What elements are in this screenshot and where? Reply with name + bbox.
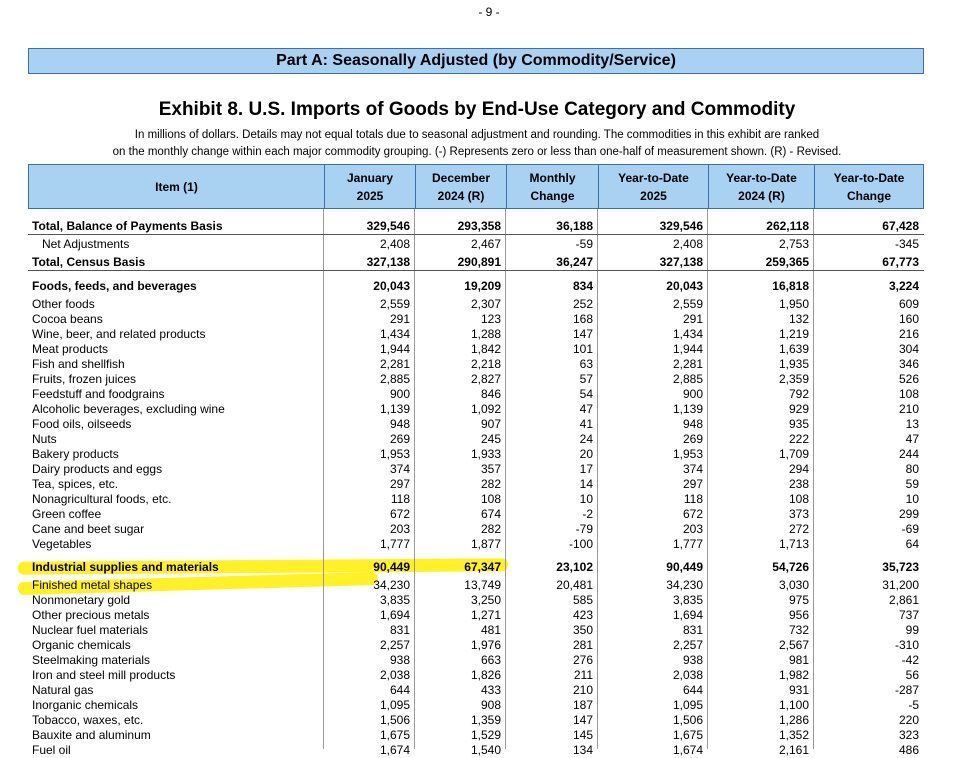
row-value: 20,043 — [373, 279, 410, 293]
row-value: 99 — [905, 623, 919, 637]
row-value: 1,950 — [778, 297, 809, 311]
row-value: 20,043 — [666, 279, 703, 293]
row-value: 1,639 — [778, 342, 809, 356]
table-row — [28, 492, 924, 507]
column-header-monthly-change — [506, 165, 598, 208]
row-value: 13,749 — [464, 578, 501, 592]
row-value: 34,230 — [373, 578, 410, 592]
row-value: 2,038 — [672, 668, 703, 682]
row-value: 644 — [389, 683, 410, 697]
row-value: -5 — [908, 698, 919, 712]
row-value: 299 — [898, 507, 919, 521]
column-header-line1: Year-to-Date — [618, 170, 689, 185]
row-value: 1,434 — [672, 327, 703, 341]
row-value: 834 — [572, 279, 593, 293]
row-value: -310 — [894, 638, 919, 652]
column-header-december-2024 — [415, 165, 506, 208]
row-value: 1,953 — [379, 447, 410, 461]
row-value: 908 — [480, 698, 501, 712]
row-value: 948 — [682, 417, 703, 431]
column-header-line1: December — [431, 170, 491, 185]
row-value: 674 — [480, 507, 501, 521]
row-value: 108 — [480, 492, 501, 506]
row-label: Fuel oil — [32, 743, 71, 757]
row-value: 2,861 — [888, 593, 919, 607]
row-value: 63 — [579, 357, 593, 371]
row-value: 2,257 — [672, 638, 703, 652]
table-row — [28, 668, 924, 683]
row-value: 35,723 — [882, 560, 919, 574]
row-value: 1,777 — [379, 537, 410, 551]
row-label: Nonmonetary gold — [32, 593, 131, 607]
row-value: 297 — [682, 477, 703, 491]
row-value: 2,408 — [672, 237, 703, 251]
row-value: 3,224 — [888, 279, 919, 293]
row-value: 90,449 — [666, 560, 703, 574]
row-value: 1,694 — [672, 608, 703, 622]
row-value: 269 — [682, 432, 703, 446]
table-row — [28, 417, 924, 432]
row-value: 1,694 — [379, 608, 410, 622]
row-label: Cocoa beans — [32, 312, 103, 326]
column-header-line1: Item (1) — [155, 179, 198, 194]
table-row — [28, 387, 924, 402]
row-value: 10 — [905, 492, 919, 506]
row-value: 262,118 — [766, 219, 809, 233]
row-label: Total, Balance of Payments Basis — [32, 219, 223, 233]
row-value: 1,100 — [778, 698, 809, 712]
row-label: Tobacco, waxes, etc. — [32, 713, 144, 727]
row-value: 423 — [572, 608, 593, 622]
row-value: 145 — [572, 728, 593, 742]
row-value: 374 — [682, 462, 703, 476]
table-row — [28, 653, 924, 668]
row-value: 1,674 — [672, 743, 703, 757]
table-row — [28, 683, 924, 698]
row-value: 31,200 — [882, 578, 919, 592]
row-label: Wine, beer, and related products — [32, 327, 206, 341]
row-value: 282 — [480, 522, 501, 536]
row-value: 3,250 — [470, 593, 501, 607]
column-header-item — [29, 165, 324, 208]
table-row — [28, 372, 924, 387]
row-value: 101 — [572, 342, 593, 356]
row-value: 2,257 — [379, 638, 410, 652]
row-value: 792 — [788, 387, 809, 401]
column-header-january-2025 — [324, 165, 415, 208]
row-value: 2,359 — [778, 372, 809, 386]
column-header-line2: Change — [846, 188, 891, 203]
column-header-ytd-2024 — [708, 165, 814, 208]
row-value: 956 — [788, 608, 809, 622]
row-value: 1,219 — [778, 327, 809, 341]
row-value: 3,835 — [672, 593, 703, 607]
row-value: 1,675 — [379, 728, 410, 742]
row-value: 374 — [389, 462, 410, 476]
row-value: 433 — [480, 683, 501, 697]
row-value: 737 — [898, 608, 919, 622]
row-value: 294 — [788, 462, 809, 476]
table-row — [28, 327, 924, 342]
row-value: 2,467 — [470, 237, 501, 251]
row-value: 846 — [480, 387, 501, 401]
row-value: 36,188 — [556, 219, 593, 233]
row-value: 2,161 — [778, 743, 809, 757]
row-label: Dairy products and eggs — [32, 462, 163, 476]
row-value: 1,944 — [672, 342, 703, 356]
row-value: 329,546 — [366, 219, 410, 233]
row-value: 732 — [788, 623, 809, 637]
row-value: 1,139 — [379, 402, 410, 416]
row-value: 3,030 — [778, 578, 809, 592]
table-row — [28, 728, 924, 743]
column-header-ytd-2025 — [598, 165, 708, 208]
table-row — [28, 402, 924, 417]
row-value: 67,347 — [464, 560, 501, 574]
table-row — [28, 312, 924, 327]
row-value: 67,773 — [882, 255, 919, 269]
row-label: Feedstuff and foodgrains — [32, 387, 165, 401]
row-value: 350 — [572, 623, 593, 637]
row-value: -287 — [894, 683, 919, 697]
row-value: 1,935 — [778, 357, 809, 371]
table-row — [28, 237, 924, 252]
row-label: Industrial supplies and materials — [32, 560, 219, 574]
row-value: 2,281 — [672, 357, 703, 371]
column-header-line1: Year-to-Date — [726, 170, 797, 185]
row-value: 1,842 — [470, 342, 501, 356]
row-label: Tea, spices, etc. — [32, 477, 119, 491]
table-row — [28, 447, 924, 462]
row-value: 2,559 — [672, 297, 703, 311]
row-value: 291 — [682, 312, 703, 326]
row-value: 672 — [682, 507, 703, 521]
row-label: Finished metal shapes — [32, 578, 153, 592]
row-value: 90,449 — [373, 560, 410, 574]
row-value: -42 — [901, 653, 919, 667]
subtitle-line-1: In millions of dollars. Details may not equal totals due to seasonal adjustment and rounding. The commodities in this exhibit are ranked — [134, 129, 820, 141]
row-label: Fish and shellfish — [32, 357, 125, 371]
row-value: 259,365 — [765, 255, 809, 269]
row-label: Bauxite and aluminum — [32, 728, 151, 742]
row-value: 644 — [682, 683, 703, 697]
row-value: 222 — [788, 432, 809, 446]
row-value: 327,138 — [659, 255, 703, 269]
row-value: 486 — [898, 743, 919, 757]
row-value: 244 — [898, 447, 919, 461]
row-value: 13 — [905, 417, 919, 431]
row-value: 935 — [788, 417, 809, 431]
row-value: 24 — [579, 432, 593, 446]
row-value: 36,247 — [556, 255, 593, 269]
row-label: Net Adjustments — [42, 237, 130, 251]
row-value: 1,286 — [778, 713, 809, 727]
column-header-line1: January — [346, 170, 394, 185]
page-number: - 9 - — [478, 5, 500, 19]
table-header — [28, 164, 924, 209]
row-value: 1,933 — [470, 447, 501, 461]
column-header-line2: 2025 — [640, 188, 667, 203]
row-value: 1,877 — [470, 537, 501, 551]
row-value: 907 — [480, 417, 501, 431]
column-header-ytd-change — [814, 165, 923, 208]
row-value: 1,529 — [470, 728, 501, 742]
row-value: 210 — [572, 683, 593, 697]
row-value: 609 — [898, 297, 919, 311]
table-row — [28, 507, 924, 522]
row-label: Nuts — [32, 432, 57, 446]
row-value: 297 — [389, 477, 410, 491]
row-value: 981 — [788, 653, 809, 667]
row-value: 1,982 — [778, 668, 809, 682]
row-value: 132 — [788, 312, 809, 326]
row-label: Nuclear fuel materials — [32, 623, 149, 637]
row-label: Nonagricultural foods, etc. — [32, 492, 172, 506]
row-value: 929 — [788, 402, 809, 416]
row-value: -345 — [894, 237, 919, 251]
table-row — [28, 432, 924, 447]
row-value: 20 — [579, 447, 593, 461]
row-value: 17 — [579, 462, 593, 476]
row-value: 2,408 — [379, 237, 410, 251]
row-value: 252 — [572, 297, 593, 311]
row-value: 2,567 — [778, 638, 809, 652]
row-value: 211 — [573, 668, 593, 682]
row-value: 1,288 — [470, 327, 501, 341]
row-value: 1,506 — [672, 713, 703, 727]
table-row — [28, 255, 924, 271]
column-header-line2: 2025 — [356, 188, 384, 203]
row-label: Organic chemicals — [32, 638, 131, 652]
row-value: 585 — [572, 593, 593, 607]
row-value: 2,753 — [778, 237, 809, 251]
table-row — [28, 560, 924, 575]
row-label: Fruits, frozen juices — [32, 372, 137, 386]
table-row — [28, 462, 924, 477]
table-row — [28, 522, 924, 537]
row-label: Steelmaking materials — [32, 653, 151, 667]
row-value: 147 — [572, 327, 593, 341]
row-value: 373 — [788, 507, 809, 521]
row-value: 1,953 — [672, 447, 703, 461]
row-value: 20,481 — [556, 578, 593, 592]
row-value: 938 — [389, 653, 410, 667]
row-value: 108 — [898, 387, 919, 401]
row-value: 900 — [682, 387, 703, 401]
table-row — [28, 279, 924, 294]
row-value: 54 — [579, 387, 593, 401]
row-value: 672 — [389, 507, 410, 521]
row-value: 67,428 — [882, 219, 919, 233]
table-row — [28, 638, 924, 653]
table-row — [28, 593, 924, 608]
data-table — [28, 209, 924, 757]
row-value: 134 — [572, 743, 593, 757]
row-value: 975 — [788, 593, 809, 607]
row-value: 80 — [905, 462, 919, 476]
row-value: 1,675 — [672, 728, 703, 742]
row-label: Alcoholic beverages, excluding wine — [32, 402, 225, 416]
row-value: 41 — [579, 417, 593, 431]
table-row — [28, 698, 924, 713]
row-value: 14 — [579, 477, 593, 491]
row-value: 123 — [480, 312, 501, 326]
row-value: 1,709 — [778, 447, 809, 461]
row-value: 2,218 — [470, 357, 501, 371]
row-value: 938 — [682, 653, 703, 667]
row-value: 272 — [788, 522, 809, 536]
row-value: 831 — [682, 623, 703, 637]
row-value: 245 — [480, 432, 501, 446]
table-row — [28, 219, 924, 235]
row-value: 16,818 — [772, 279, 809, 293]
row-value: 1,540 — [470, 743, 501, 757]
row-value: 238 — [788, 477, 809, 491]
row-value: 1,826 — [470, 668, 501, 682]
row-value: 269 — [389, 432, 410, 446]
part-banner: Part A: Seasonally Adjusted (by Commodity/Service) — [28, 48, 924, 74]
row-value: 1,352 — [778, 728, 809, 742]
row-value: 203 — [682, 522, 703, 536]
row-value: 281 — [572, 638, 593, 652]
row-value: 59 — [905, 477, 919, 491]
row-value: 118 — [390, 492, 410, 506]
row-value: 118 — [683, 492, 703, 506]
row-value: 1,095 — [379, 698, 410, 712]
table-row — [28, 477, 924, 492]
column-header-line1: Monthly — [529, 170, 576, 185]
row-value: 900 — [389, 387, 410, 401]
row-value: 276 — [572, 653, 593, 667]
row-value: 1,139 — [672, 402, 703, 416]
row-value: 19,209 — [464, 279, 501, 293]
row-value: -100 — [568, 537, 593, 551]
row-value: 2,307 — [470, 297, 501, 311]
column-header-line2: 2024 (R) — [738, 188, 785, 203]
row-value: 329,546 — [659, 219, 703, 233]
row-value: 47 — [905, 432, 919, 446]
row-value: 216 — [898, 327, 919, 341]
column-header-line2: 2024 (R) — [437, 188, 485, 203]
table-row — [28, 623, 924, 638]
row-label: Foods, feeds, and beverages — [32, 279, 197, 293]
row-value: 1,674 — [379, 743, 410, 757]
row-value: 160 — [898, 312, 919, 326]
row-value: 526 — [898, 372, 919, 386]
row-value: -59 — [575, 237, 593, 251]
row-value: 293,358 — [457, 219, 501, 233]
row-label: Iron and steel mill products — [32, 668, 176, 682]
row-label: Bakery products — [32, 447, 119, 461]
row-value: 1,359 — [470, 713, 501, 727]
row-value: 931 — [788, 683, 809, 697]
table-row — [28, 342, 924, 357]
row-value: 2,885 — [672, 372, 703, 386]
row-value: 57 — [579, 372, 593, 386]
table-row — [28, 608, 924, 623]
row-label: Meat products — [32, 342, 109, 356]
subtitle-line-2: on the monthly change within each major commodity grouping. (-) Represents zero or less than one-half of measurement shown. (R) - Revised. — [112, 146, 842, 158]
row-value: 2,038 — [379, 668, 410, 682]
row-value: 1,777 — [672, 537, 703, 551]
row-value: 210 — [898, 402, 919, 416]
row-value: 34,230 — [666, 578, 703, 592]
table-row — [28, 297, 924, 312]
row-value: 346 — [898, 357, 919, 371]
row-value: 1,944 — [379, 342, 410, 356]
row-value: -69 — [901, 522, 919, 536]
row-value: 2,281 — [379, 357, 410, 371]
row-value: 290,891 — [457, 255, 501, 269]
table-row — [28, 713, 924, 728]
row-value: 323 — [898, 728, 919, 742]
row-value: 64 — [905, 537, 919, 551]
row-value: 1,713 — [778, 537, 809, 551]
row-value: 1,095 — [672, 698, 703, 712]
row-value: 291 — [389, 312, 410, 326]
row-value: 327,138 — [366, 255, 410, 269]
row-value: 481 — [480, 623, 501, 637]
row-value: 663 — [480, 653, 501, 667]
table-row — [28, 578, 924, 593]
row-value: 2,885 — [379, 372, 410, 386]
column-header-line1: Year-to-Date — [833, 170, 905, 185]
row-value: 187 — [572, 698, 593, 712]
row-value: 1,976 — [470, 638, 501, 652]
row-label: Natural gas — [32, 683, 94, 697]
row-value: 1,092 — [470, 402, 501, 416]
row-label: Other foods — [32, 297, 95, 311]
row-value: 282 — [480, 477, 501, 491]
row-value: 108 — [788, 492, 809, 506]
row-value: -2 — [582, 507, 593, 521]
row-value: 3,835 — [379, 593, 410, 607]
row-value: 220 — [898, 713, 919, 727]
row-label: Inorganic chemicals — [32, 698, 139, 712]
row-value: 2,827 — [470, 372, 501, 386]
row-value: 56 — [905, 668, 919, 682]
table-row — [28, 743, 924, 758]
table-row — [28, 537, 924, 552]
row-value: 1,271 — [470, 608, 501, 622]
row-value: 47 — [579, 402, 593, 416]
row-value: 831 — [389, 623, 410, 637]
row-value: 1,434 — [379, 327, 410, 341]
row-value: 357 — [480, 462, 501, 476]
row-label: Cane and beet sugar — [32, 522, 145, 536]
column-header-line2: Change — [530, 188, 575, 203]
row-value: 168 — [572, 312, 593, 326]
row-value: 1,506 — [379, 713, 410, 727]
row-value: 948 — [389, 417, 410, 431]
row-label: Total, Census Basis — [32, 255, 146, 269]
row-value: 147 — [572, 713, 593, 727]
row-value: 203 — [389, 522, 410, 536]
row-label: Vegetables — [32, 537, 92, 551]
row-value: 2,559 — [379, 297, 410, 311]
exhibit-title: Exhibit 8. U.S. Imports of Goods by End-Use Category and Commodity — [158, 99, 796, 120]
row-value: -79 — [575, 522, 593, 536]
row-value: 23,102 — [556, 560, 593, 574]
row-value: 10 — [579, 492, 593, 506]
row-label: Green coffee — [32, 507, 102, 521]
row-label: Other precious metals — [32, 608, 150, 622]
row-value: 304 — [898, 342, 919, 356]
table-row — [28, 357, 924, 372]
row-value: 54,726 — [772, 560, 809, 574]
row-label: Food oils, oilseeds — [32, 417, 132, 431]
